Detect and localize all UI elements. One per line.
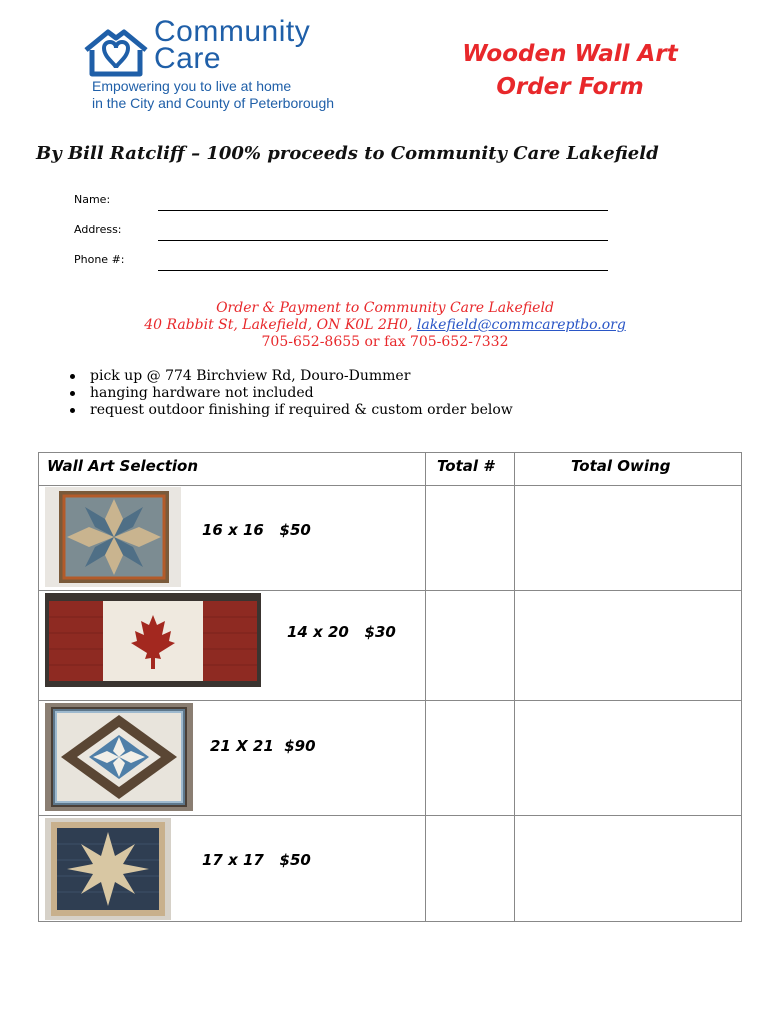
order-table [38,452,742,922]
form-title-line1: Wooden Wall Art [462,41,678,67]
woven-frame-star-quilt-image [45,703,193,811]
community-care-logo [80,15,390,114]
bullet-icon [70,391,75,396]
header-selection: Wall Art Selection [47,457,199,475]
payment-address: 40 Rabbit St, Lakefield, ON K0L 2H0, [144,317,417,333]
phone-label: Phone #: [74,253,125,266]
name-field[interactable] [74,193,614,213]
row-divider [39,590,741,591]
name-input-line[interactable] [158,210,608,211]
notes-list [68,368,513,419]
list-item [68,385,513,402]
row-divider [39,815,741,816]
brand-tagline-line1: Empowering you to live at home [92,78,292,94]
row-divider [39,485,741,486]
note-text: hanging hardware not included [90,385,314,401]
list-item [68,402,513,419]
brand-name [154,15,311,75]
eight-point-star-image [45,818,171,920]
item-4-size-price: 17 x 17 $50 [202,851,311,869]
email-link[interactable]: lakefield@commcareptbo.org [416,317,626,333]
phone-input-line[interactable] [158,270,608,271]
address-field[interactable] [74,223,614,243]
payment-line1: Order & Payment to Community Care Lakefield [216,300,554,316]
item-1-size-price: 16 x 16 $50 [202,521,311,539]
brand-tagline [92,78,334,112]
note-text: pick up @ 774 Birchview Rd, Douro-Dummer [90,368,411,384]
header-total-count: Total # [437,457,494,475]
phone-field[interactable] [74,253,614,273]
list-item [68,368,513,385]
payment-line2 [0,317,770,334]
house-heart-logo-icon [80,24,150,80]
item-3-size-price: 21 X 21 $90 [210,737,316,755]
bullet-icon [70,408,75,413]
byline: By Bill Ratcliff – 100% proceeds to Community Care Lakefield [36,143,659,164]
item-2-size-price: 14 x 20 $30 [287,623,396,641]
column-divider [425,453,426,921]
address-label: Address: [74,223,122,236]
form-title [430,38,710,104]
form-title-line2: Order Form [496,74,644,100]
bullet-icon [70,374,75,379]
payment-phone: 705-652-8655 or fax 705-652-7332 [261,334,509,350]
column-divider [514,453,515,921]
name-label: Name: [74,193,111,206]
payment-info [0,300,770,351]
note-text: request outdoor finishing if required & custom order below [90,402,513,418]
brand-name-line2: Care [154,42,222,75]
brand-name-line1: Community [154,15,311,48]
header-total-owing: Total Owing [571,457,671,475]
row-divider [39,700,741,701]
canadian-flag-image [45,593,261,687]
brand-tagline-line2: in the City and County of Peterborough [92,95,335,111]
blue-gray-star-quilt-image [45,487,181,587]
address-input-line[interactable] [158,240,608,241]
